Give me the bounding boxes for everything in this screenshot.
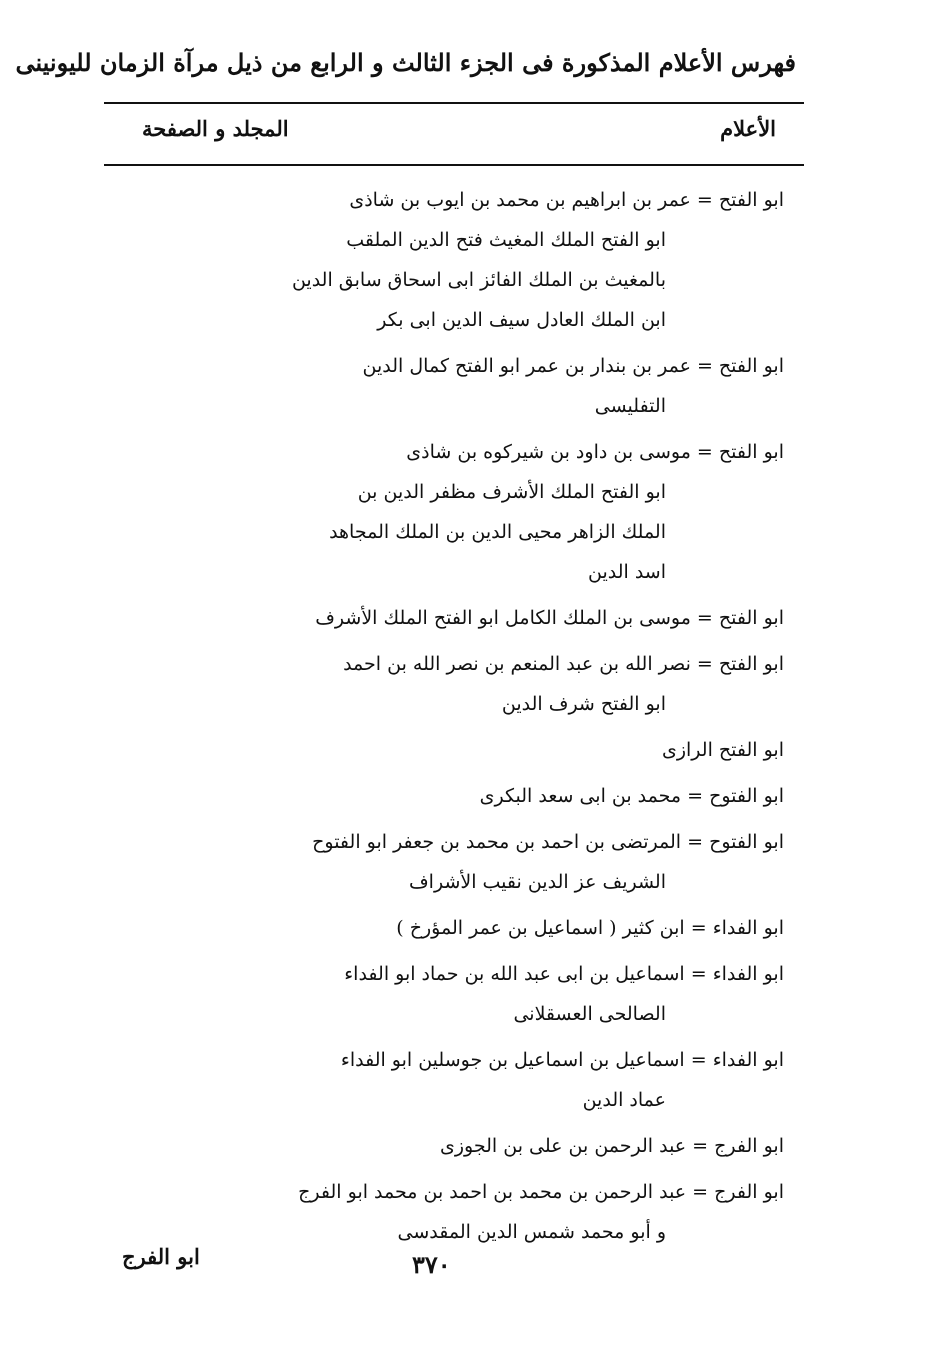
entry-heading: ابو الفتح = موسى بن داود بن شيركوه بن شاذى	[406, 441, 784, 463]
entry-heading: ابو الفداء = اسماعيل بن ابى عبد الله بن حماد ابو الفداء	[344, 963, 784, 985]
entry-heading: ابو الفتوح = المرتضى بن احمد بن محمد بن جعفر ابو الفتوح	[312, 831, 784, 853]
entry-continuation: الصالحى العسقلانى	[513, 1003, 666, 1025]
volume-page-reference	[0, 730, 12, 770]
entry-heading: ابو الفرج = عبد الرحمن بن على بن الجوزى	[440, 1135, 784, 1157]
index-entry	[264, 1040, 784, 1120]
entry-heading: ابو الفتح = عمر بن ابراهيم بن محمد بن ايوب بن شاذى	[349, 189, 784, 211]
index-entry	[264, 776, 784, 816]
index-entry	[264, 954, 784, 1034]
entry-heading: ابو الفتح = نصر الله بن عبد المنعم بن نصر الله بن احمد	[343, 653, 784, 675]
entry-continuation: ابن الملك العادل سيف الدين ابى بكر	[377, 309, 666, 331]
page-number: ٣٧٠	[412, 1250, 451, 1279]
column-header-volume-page: المجلد و الصفحة	[142, 116, 289, 141]
entry-heading: ابو الفتح = موسى بن الملك الكامل ابو الفتح الملك الأشرف	[315, 607, 784, 629]
index-entry	[264, 432, 784, 592]
index-entry	[264, 644, 784, 724]
column-header-divider	[104, 164, 804, 166]
index-entries	[264, 180, 784, 1258]
entry-continuation: ابو الفتح الملك الأشرف مظفر الدين بن	[357, 481, 666, 503]
column-header-names: الأعلام	[720, 116, 776, 141]
index-entry	[264, 598, 784, 638]
entry-continuation: ابو الفتح الملك المغيث فتح الدين الملقب	[346, 229, 666, 251]
entry-continuation: الشريف عز الدين نقيب الأشراف	[408, 871, 666, 893]
index-entry	[264, 822, 784, 902]
entry-continuation: و أبو محمد شمس الدين المقدسى	[397, 1221, 666, 1243]
index-entry	[264, 180, 784, 340]
entry-heading: ابو الفتح = عمر بن بندار بن عمر ابو الفتح كمال الدين	[362, 355, 784, 377]
index-entry	[264, 346, 784, 426]
index-entry	[264, 730, 784, 770]
entry-heading: ابو الفداء = اسماعيل بن اسماعيل بن جوسلين ابو الفداء	[340, 1049, 784, 1071]
entry-heading: ابو الفداء = ابن كثير ( اسماعيل بن عمر المؤرخ )	[396, 917, 784, 939]
index-entry	[264, 1126, 784, 1166]
entry-continuation: ابو الفتح شرف الدين	[501, 693, 666, 715]
entry-heading: ابو الفرج = عبد الرحمن بن محمد بن احمد بن محمد ابو الفرج	[298, 1181, 784, 1203]
entry-continuation: اسد الدين	[587, 561, 666, 583]
catchword: ابو الفرج	[122, 1244, 200, 1269]
entry-heading: ابو الفتوح = محمد بن ابى سعد البكرى	[479, 785, 784, 807]
entry-continuation: الملك الزاهر محيى الدين بن الملك المجاهد	[329, 521, 666, 543]
entry-continuation: بالمغيث بن الملك الفائز ابى اسحاق سابق الدين	[291, 269, 666, 291]
header-divider	[104, 102, 804, 104]
entry-continuation: عماد الدين	[582, 1089, 666, 1111]
index-entry	[264, 908, 784, 948]
page-title: فهرس الأعلام المذكورة فى الجزء الثالث و الرابع من ذيل مرآة الزمان لليونينى	[15, 48, 796, 77]
entry-continuation: التفليسى	[594, 395, 666, 417]
entry-heading: ابو الفتح الرازى	[661, 739, 784, 761]
index-entry	[264, 1172, 784, 1252]
